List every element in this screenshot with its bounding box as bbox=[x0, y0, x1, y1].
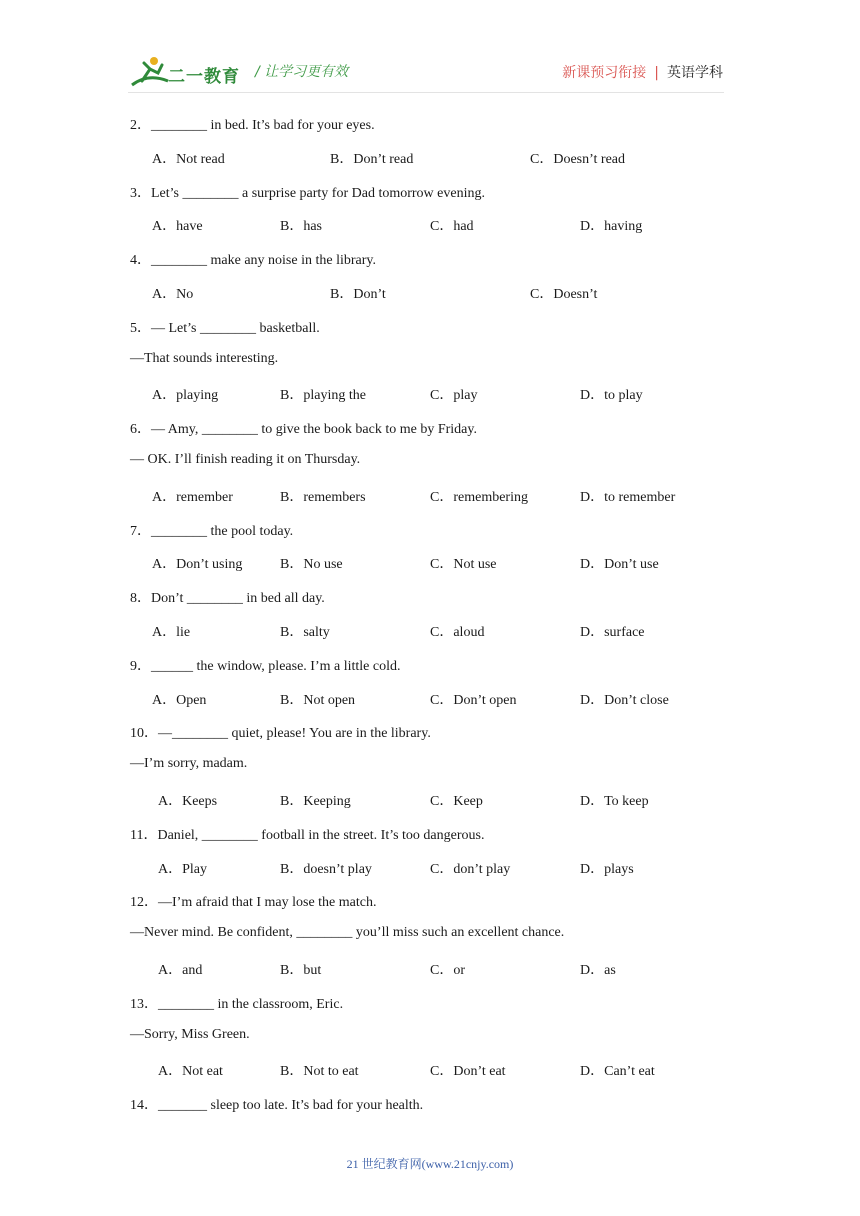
question-q4-line-0: 4．________ make any noise in the library. bbox=[130, 253, 376, 269]
header-separator: | bbox=[654, 65, 659, 81]
question-q2-option-a[interactable]: A．Not read bbox=[152, 151, 225, 167]
question-q9-line-0: 9．______ the window, please. I’m a little cold. bbox=[130, 658, 401, 674]
question-q14-line-0: 14．_______ sleep too late. It’s bad for your health. bbox=[130, 1098, 424, 1114]
question-q2-line-0: 2．________ in bed. It’s bad for your eyes. bbox=[130, 118, 375, 133]
question-q9-option-a[interactable]: A．Open bbox=[152, 692, 207, 708]
question-q8-line-0: 8．Don’t ________ in bed all day. bbox=[130, 591, 325, 607]
question-q12-option-b[interactable]: B．but bbox=[280, 963, 322, 978]
question-q9-option-c[interactable]: C．Don’t open bbox=[430, 692, 517, 708]
question-q11-option-a[interactable]: A．Play bbox=[158, 861, 207, 877]
question-q6-option-b[interactable]: B．remembers bbox=[280, 489, 366, 505]
question-q12-line-1: —Never mind. Be confident, ________ you’ll miss such an excellent chance. bbox=[130, 925, 565, 941]
question-q8-option-b[interactable]: B．salty bbox=[280, 625, 330, 640]
brand-slogan: / 让学习更有效 bbox=[255, 64, 349, 80]
question-q12-option-a[interactable]: A．and bbox=[158, 963, 203, 978]
question-q12-option-c[interactable]: C．or bbox=[430, 963, 465, 978]
question-q13-line-1: —Sorry, Miss Green. bbox=[130, 1026, 250, 1042]
question-q3-option-d[interactable]: D．having bbox=[580, 219, 643, 235]
question-q9-option-d[interactable]: D．Don’t close bbox=[580, 692, 669, 708]
question-q10-option-b[interactable]: B．Keeping bbox=[280, 794, 351, 809]
question-q11-option-b[interactable]: B．doesn’t play bbox=[280, 861, 372, 877]
question-q7-option-a[interactable]: A．Don’t using bbox=[152, 557, 243, 573]
question-q3-option-b[interactable]: B．has bbox=[280, 219, 322, 235]
question-q8-option-d[interactable]: D．surface bbox=[580, 625, 645, 640]
question-q7-option-c[interactable]: C．Not use bbox=[430, 557, 497, 573]
subject-tag: 英语学科 bbox=[667, 65, 723, 81]
question-q5-option-c[interactable]: C．play bbox=[430, 388, 478, 404]
question-q5-option-a[interactable]: A．playing bbox=[152, 388, 219, 404]
question-q8-option-c[interactable]: C．aloud bbox=[430, 625, 485, 640]
question-q13-option-c[interactable]: C．Don’t eat bbox=[430, 1064, 506, 1080]
question-q11-line-0: 11．Daniel, ________ football in the street. It’s too dangerous. bbox=[130, 827, 485, 843]
question-q10-line-0: 10．—________ quiet, please! You are in the library. bbox=[130, 726, 431, 742]
course-tag: 新课预习衔接 bbox=[562, 65, 647, 81]
page-footer: 21 世纪教育网(www.21cnjy.com) bbox=[346, 1157, 514, 1171]
question-q6-option-d[interactable]: D．to remember bbox=[580, 489, 676, 505]
question-q2-option-b[interactable]: B．Don’t read bbox=[330, 151, 414, 167]
question-q11-option-c[interactable]: C．don’t play bbox=[430, 861, 511, 877]
question-q12-line-0: 12．—I’m afraid that I may lose the match. bbox=[130, 895, 377, 911]
question-q10-option-d[interactable]: D．To keep bbox=[580, 794, 649, 809]
question-q5-line-1: —That sounds interesting. bbox=[130, 350, 279, 366]
question-q10-line-1: —I’m sorry, madam. bbox=[130, 756, 248, 772]
question-q4-option-b[interactable]: B．Don’t bbox=[330, 287, 386, 302]
question-q11-option-d[interactable]: D．plays bbox=[580, 861, 634, 877]
question-q8-option-a[interactable]: A．lie bbox=[152, 625, 191, 640]
question-q13-option-b[interactable]: B．Not to eat bbox=[280, 1064, 359, 1080]
question-q6-line-0: 6．— Amy, ________ to give the book back to me by Friday. bbox=[130, 422, 477, 438]
question-q10-option-c[interactable]: C．Keep bbox=[430, 794, 483, 809]
question-q13-line-0: 13．________ in the classroom, Eric. bbox=[130, 996, 344, 1012]
header-tags bbox=[562, 62, 723, 82]
question-q10-option-a[interactable]: A．Keeps bbox=[158, 794, 218, 809]
question-q13-option-a[interactable]: A．Not eat bbox=[158, 1064, 223, 1080]
question-q3-option-c[interactable]: C．had bbox=[430, 219, 474, 235]
question-q4-option-c[interactable]: C．Doesn’t bbox=[530, 287, 598, 302]
page-header bbox=[0, 0, 860, 100]
question-q12-option-d[interactable]: D．as bbox=[580, 963, 616, 978]
question-q7-option-b[interactable]: B．No use bbox=[280, 557, 343, 573]
question-q3-line-0: 3．Let’s ________ a surprise party for Dad tomorrow evening. bbox=[130, 185, 485, 201]
header-divider bbox=[128, 92, 724, 93]
question-q13-option-d[interactable]: D．Can’t eat bbox=[580, 1064, 655, 1080]
question-q9-option-b[interactable]: B．Not open bbox=[280, 692, 356, 708]
question-q4-option-a[interactable]: A．No bbox=[152, 287, 194, 302]
question-q6-line-1: — OK. I’ll finish reading it on Thursday. bbox=[130, 452, 361, 467]
question-q7-line-0: 7．________ the pool today. bbox=[130, 523, 294, 539]
question-q2-option-c[interactable]: C．Doesn’t read bbox=[530, 151, 625, 167]
brand-name: 二一教育 bbox=[168, 67, 240, 87]
question-q6-option-c[interactable]: C．remembering bbox=[430, 489, 528, 505]
question-q7-option-d[interactable]: D．Don’t use bbox=[580, 557, 659, 573]
question-q5-line-0: 5．— Let’s ________ basketball. bbox=[130, 320, 320, 336]
question-q3-option-a[interactable]: A．have bbox=[152, 219, 203, 235]
question-q5-option-b[interactable]: B．playing the bbox=[280, 388, 366, 404]
question-q6-option-a[interactable]: A．remember bbox=[152, 489, 233, 505]
question-q5-option-d[interactable]: D．to play bbox=[580, 388, 643, 404]
